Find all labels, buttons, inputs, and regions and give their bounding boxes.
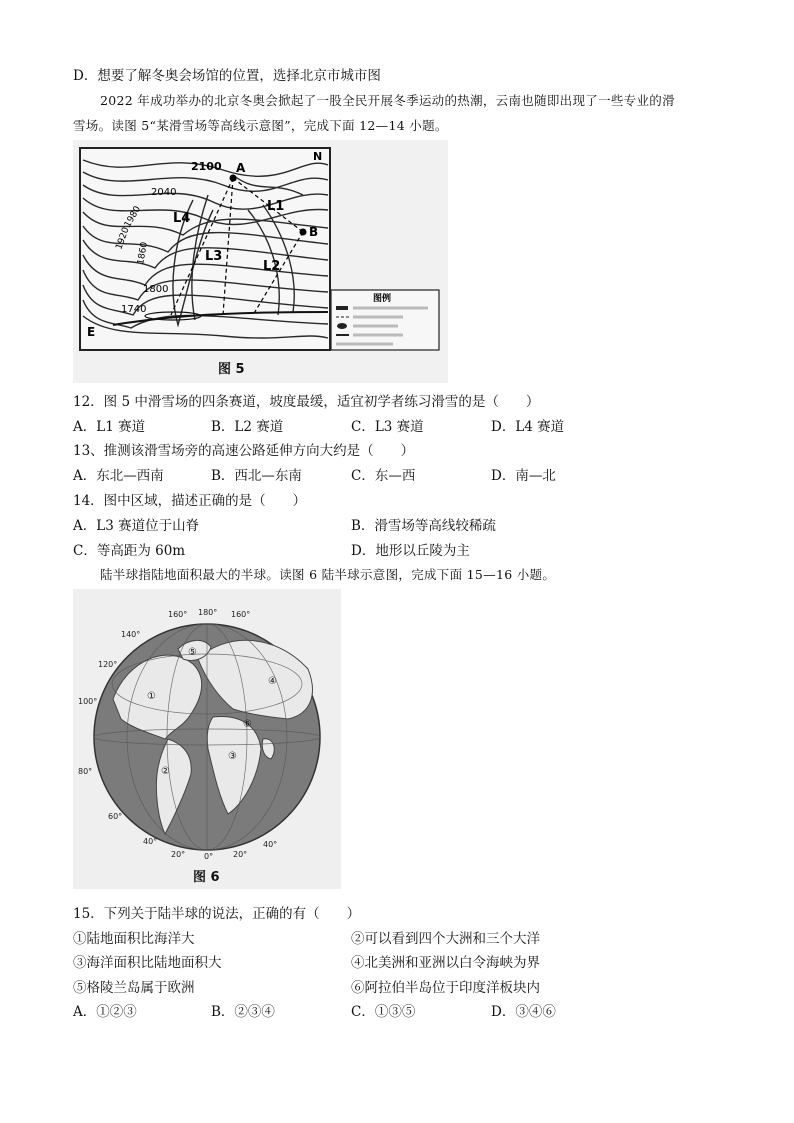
point-b-label: B: [309, 225, 319, 239]
q11-option-d: D．想要了解冬奥会场馆的位置，选择北京市城市图: [73, 68, 381, 84]
region-mark-5: ⑤: [188, 647, 197, 658]
q14-option-d: D．地形以丘陵为主: [351, 543, 470, 559]
q15-statement-3: ③海洋面积比陆地面积大: [73, 955, 222, 971]
region-mark-2: ②: [161, 766, 170, 777]
lon-label-side-4: 80°: [78, 767, 93, 776]
figure-5-contour-map: [73, 140, 448, 383]
north-label: N: [313, 150, 323, 163]
q14-option-a: A．L3 赛道位于山脊: [73, 518, 200, 534]
lon-label-side-6: 40°: [143, 837, 158, 846]
figure-6-land-hemisphere-map: [73, 589, 341, 889]
point-b-marker: [300, 229, 307, 236]
contour-label-2100: 2100: [191, 160, 222, 173]
q12-option-c: C．L3 赛道: [351, 419, 424, 435]
contour-label-1920: 1920: [114, 226, 132, 252]
point-e-label: E: [87, 325, 96, 339]
q13-option-c: C．东—西: [351, 468, 416, 484]
figure-5-caption: 图 5: [218, 362, 245, 377]
q15-statement-1: ①陆地面积比海洋大: [73, 931, 195, 947]
q15-statement-6: ⑥阿拉伯半岛位于印度洋板块内: [351, 980, 540, 996]
q13-option-b: B．西北—东南: [211, 468, 302, 484]
lon-label-top-1: 160°: [168, 610, 188, 619]
q12-option-a: A．L1 赛道: [73, 419, 146, 435]
q14-stem: 14．图中区域，描述正确的是（ ）: [73, 493, 307, 509]
q15-statement-4: ④北美洲和亚洲以白令海峡为界: [351, 955, 540, 971]
contour-label-1800: 1800: [143, 284, 169, 295]
trail-label-l3: L3: [205, 249, 223, 264]
q12-stem: 12．图 5 中滑雪场的四条赛道，坡度最缓，适宜初学者练习滑雪的是（ ）: [73, 394, 540, 410]
contour-label-1980: 1980: [122, 204, 144, 230]
q12-option-b: B．L2 赛道: [211, 419, 284, 435]
intro-paragraph-line-2: 雪场。读图 5“某滑雪场等高线示意图”，完成下面 12—14 小题。: [73, 118, 448, 133]
trail-label-l1: L1: [267, 199, 285, 214]
region-mark-4: ④: [268, 676, 277, 687]
q15-option-d: D．③④⑥: [491, 1004, 556, 1020]
lon-label-side-7: 20°: [171, 850, 186, 859]
lon-label-top-2: 180°: [198, 608, 218, 617]
q15-option-a: A．①②③: [73, 1004, 137, 1020]
lon-label-side-2: 120°: [98, 660, 118, 669]
legend-box: [331, 290, 439, 350]
lon-label-side-1: 140°: [121, 630, 141, 639]
hemisphere-svg: [73, 589, 341, 889]
contour-label-2040: 2040: [151, 187, 177, 198]
q15-option-b: B．②③④: [211, 1004, 275, 1020]
region-mark-3: ③: [228, 751, 237, 762]
region-mark-1: ①: [147, 691, 156, 702]
trail-label-l4: L4: [173, 211, 191, 226]
trail-label-l2: L2: [263, 259, 281, 274]
q13-stem: 13、推测该滑雪场旁的高速公路延伸方向大约是（ ）: [73, 443, 415, 459]
q13-option-d: D．南—北: [491, 468, 556, 484]
figure-6-caption: 图 6: [193, 870, 220, 885]
q15-stem: 15．下列关于陆半球的说法，正确的有（ ）: [73, 906, 361, 922]
q15-option-c: C．①③⑤: [351, 1004, 416, 1020]
q15-statement-5: ⑤格陵兰岛属于欧洲: [73, 980, 195, 996]
contour-label-1740: 1740: [121, 304, 147, 315]
q14-option-b: B．滑雪场等高线较稀疏: [351, 518, 496, 534]
point-a-marker: [230, 175, 237, 182]
lon-label-side-10: 40°: [263, 840, 278, 849]
lon-label-side-8: 0°: [204, 852, 214, 861]
lon-label-side-9: 20°: [233, 850, 248, 859]
region-mark-6: ⑥: [243, 719, 252, 730]
q15-statement-2: ②可以看到四个大洲和三个大洋: [351, 931, 540, 947]
land-hemisphere-intro: 陆半球指陆地面积最大的半球。读图 6 陆半球示意图，完成下面 15—16 小题。: [100, 567, 556, 582]
lon-label-side-5: 60°: [108, 812, 123, 821]
q13-option-a: A．东北—西南: [73, 468, 164, 484]
q14-option-c: C．等高距为 60m: [73, 543, 186, 559]
contour-label-1860: 1860: [136, 241, 150, 266]
intro-paragraph-line-1: 2022 年成功举办的北京冬奥会掀起了一股全民开展冬季运动的热潮，云南也随即出现了一些专业的滑: [100, 93, 675, 108]
contour-map-svg: [73, 140, 448, 383]
legend-title: 图例: [373, 294, 392, 304]
lon-label-top-3: 160°: [231, 610, 251, 619]
q12-option-d: D．L4 赛道: [491, 419, 565, 435]
lon-label-side-3: 100°: [78, 697, 98, 706]
point-a-label: A: [236, 161, 246, 175]
